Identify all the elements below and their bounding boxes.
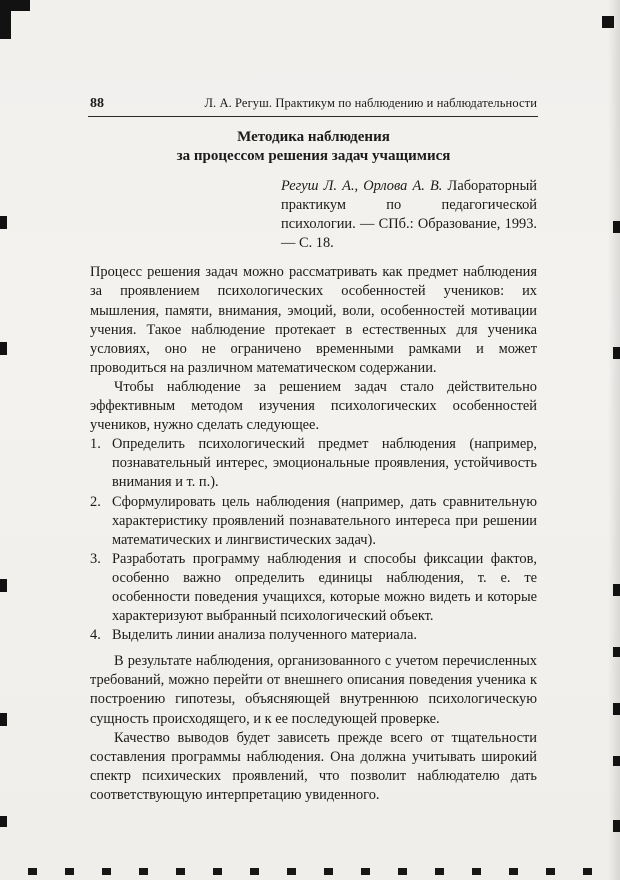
scan-artifact-mark [613, 703, 620, 715]
scan-artifact-mark [613, 647, 620, 657]
scan-artifact-mark [613, 756, 620, 766]
citation-authors: Регуш Л. А., Орлова А. В. [281, 178, 443, 194]
list-item [90, 493, 537, 550]
list-item-text: Разработать программу наблюдения и способы фиксации фактов, особенно важно определить единицы наблюдения, т. е. те особенности поведения учащихся, которые можно видеть и которые характеризуют выбранный психологический объект. [112, 550, 537, 625]
scan-artifact-mark [613, 347, 620, 359]
article-title-line1: Методика наблюдения [237, 129, 390, 145]
list-item-text: Сформулировать цель наблюдения (например, дать сравнительную характеристику проявлений познавательного интереса при решении математических и лингвистических задач). [112, 493, 537, 548]
list-item [90, 435, 537, 492]
numbered-list [90, 435, 537, 645]
list-item-number: 3. [90, 550, 101, 567]
citation-block [281, 177, 537, 253]
scan-artifact-mark [613, 820, 620, 832]
paragraph: Процесс решения задач можно рассматривать как предмет наблюдения за проявлением психологических особенностей учеников: их мышления, памяти, внимания, эмоций, воли, особенностей мотивации учения. Такое наблюдение протекает в естественных для ученика условиях, оно не ограничено временными рамками и может проводиться на различном математическом содержании. [90, 264, 537, 376]
scan-artifact-mark [0, 216, 7, 229]
list-item-text: Определить психологический предмет наблюдения (например, познавательный интерес, эмоциональные проявления, устойчивость внимания и т. п.). [112, 436, 537, 491]
list-item-number: 1. [90, 436, 101, 453]
list-item [90, 626, 537, 645]
page-number: 88 [90, 96, 104, 111]
scan-artifact-mark [0, 816, 7, 827]
article-title-line2: за процессом решения задач учащимися [176, 148, 451, 164]
list-item-text: Выделить линии анализа полученного материала. [112, 627, 417, 644]
running-title: Л. А. Регуш. Практикум по наблюдению и наблюдательности [204, 96, 537, 110]
paragraph: В результате наблюдения, организованного с учетом перечисленных требований, можно перейти от внешнего описания поведения ученика к построению гипотезы, объясняющей внутреннюю психологическую сущность происходящего, и к ее последующей проверке. [90, 653, 537, 727]
paragraph: Чтобы наблюдение за решением задач стало действительно эффективным методом изучения психологических особенностей учеников, нужно сделать следующее. [90, 378, 537, 434]
scan-artifact-mark [602, 16, 614, 28]
running-head [90, 96, 537, 112]
scan-artifact-mark [613, 584, 620, 596]
scan-artifact-mark [0, 342, 7, 355]
list-item [90, 550, 537, 626]
citation-text: Лабораторный практикум по педагогической психологии. — СПб.: Образование, 1993. — С. 18. [281, 178, 537, 252]
paragraph: Качество выводов будет зависеть прежде всего от тщательности составления программы наблюдения. Она должна учитывать широкий спектр психических проявлений, что позволит наблюдателю дать соответствующую интерпретацию увиденного. [90, 729, 537, 803]
article-title [90, 128, 537, 166]
scan-artifact-mark [0, 0, 30, 11]
scan-artifact-mark [613, 221, 620, 233]
list-item-number: 4. [90, 627, 101, 644]
scan-artifact-mark [0, 579, 7, 592]
page-content [90, 128, 537, 805]
scan-artifact-strip [28, 868, 600, 875]
page-edge-shadow [608, 0, 620, 880]
scan-artifact-mark [0, 11, 11, 39]
header-rule [88, 116, 538, 117]
scan-artifact-mark [0, 713, 7, 726]
list-item-number: 2. [90, 493, 101, 510]
